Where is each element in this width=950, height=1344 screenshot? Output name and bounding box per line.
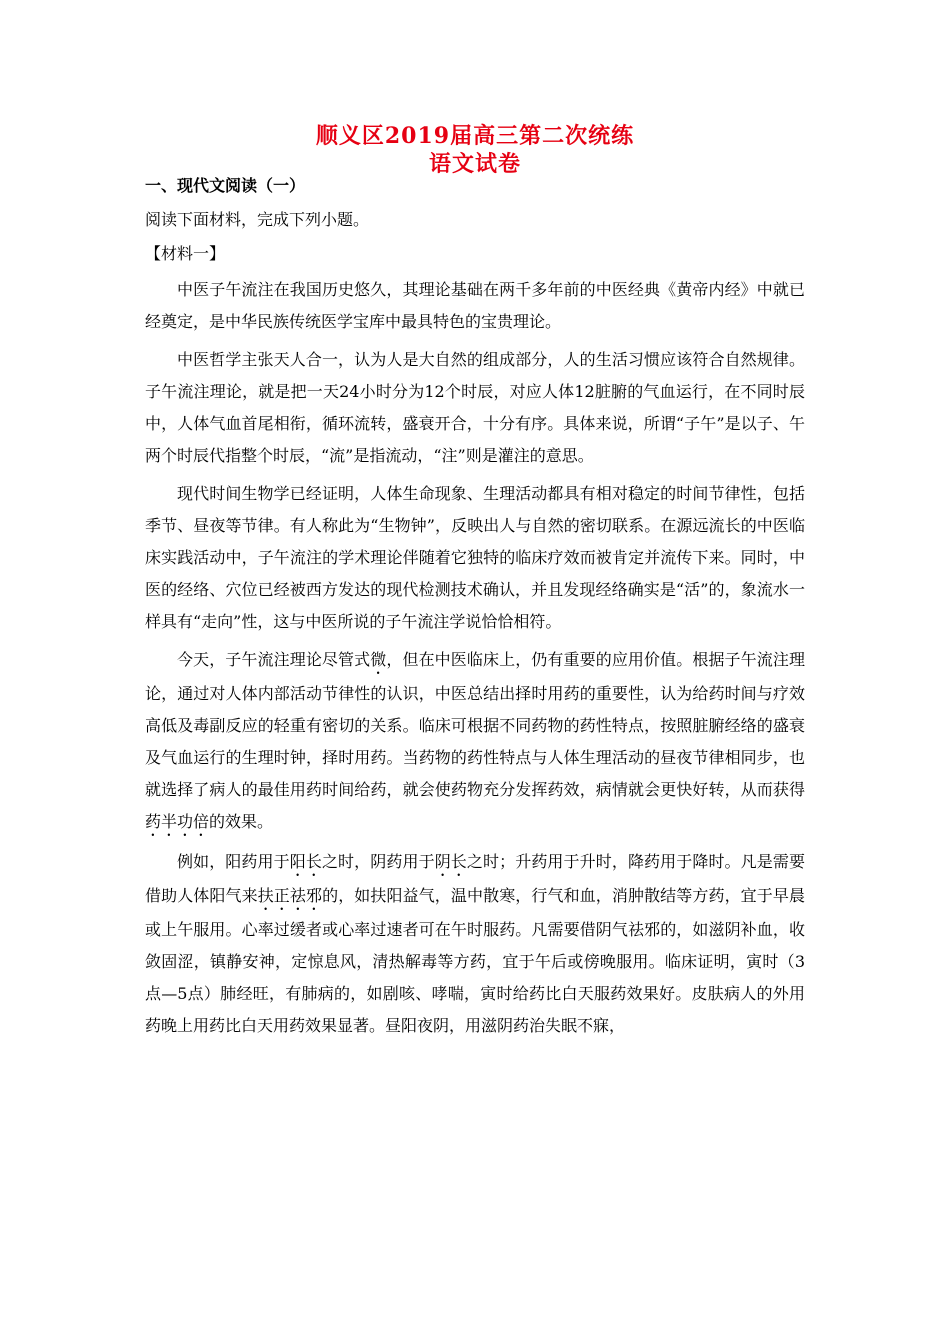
section-heading: 一、现代文阅读（一） bbox=[145, 176, 306, 195]
paragraph-4-text: ，但在中医临床上，仍有重要的应用价值。根据子午流注理论，通过对人体内部活动节律性的认识，中医总结出择时用药的重要性，认为给药时间与疗效高低及毒副反应的轻重有密切的关系。临床可根据不同药物的药性特点，按照脏腑经络的盛衰及气血运行的生理时钟，择时用药。当药物的药性特点与人体生理活动的昼夜节律相同步，也就选择了病人的最佳用药时间给药，就会使药物充分发挥药效，病情就会更快好转，从而获得 bbox=[145, 650, 805, 799]
emphasized-word: 微 bbox=[370, 650, 387, 669]
paragraph-5-text: 之时；升药用于升时，降药用于降时。凡是需要借助人体阳气来 bbox=[145, 852, 805, 905]
paragraph-4-text: 今天，子午流注理论尽管式 bbox=[177, 650, 371, 669]
paragraph-5 bbox=[145, 846, 805, 1042]
exam-subtitle: 语文试卷 bbox=[428, 151, 521, 177]
reading-section bbox=[145, 174, 805, 1048]
paragraph-1: 中医子午流注在我国历史悠久，其理论基础在两千多年前的中医经典《黄帝内经》中就已经奠定，是中华民族传统医学宝库中最具特色的宝贵理论。 bbox=[145, 280, 805, 331]
emphasized-word: 阴长 bbox=[434, 852, 467, 871]
emphasized-word: 药半功倍 bbox=[145, 812, 210, 831]
instruction-text: 阅读下面材料，完成下列小题。 bbox=[145, 210, 370, 229]
paragraph-5-text: 的，如扶阳益气，温中散寒，行气和血，消肿散结等方药，宜于早晨或上午服用。心率过缓者或心率过速者可在午时服药。凡需要借阴气祛邪的，如滋阴补血，收敛固涩，镇静安神，定惊息风，清热解毒等方药，宜于午后或傍晚服用。临床证明，寅时（3点—5点）肺经旺，有肺病的，如剧咳、哮喘，寅时给药比白天服药效果好。皮肤病人的外用药晚上用药比白天用药效果显著。昼阳夜阴，用滋阴药治失眠不寐， bbox=[145, 886, 805, 1035]
title-block bbox=[0, 122, 950, 178]
paragraph-3: 现代时间生物学已经证明，人体生命现象、生理活动都具有相对稳定的时间节律性，包括季节、昼夜等节律。有人称此为“生物钟”，反映出人与自然的密切联系。在源远流长的中医临床实践活动中，子午流注的学术理论伴随着它独特的临床疗效而被肯定并流传下来。同时，中医的经络、穴位已经被西方发达的现代检测技术确认，并且发现经络确实是“活”的，象流水一样具有“走向”性，这与中医所说的子午流注学说恰恰相符。 bbox=[145, 484, 805, 631]
paragraph-4-text: 的效果。 bbox=[209, 812, 274, 831]
paragraph-5-text: 例如，阳药用于 bbox=[177, 852, 290, 871]
paragraph-5-text: 之时，阴药用于 bbox=[321, 852, 435, 871]
exam-title: 顺义区2019届高三第二次统练 bbox=[315, 123, 635, 149]
paragraph-4 bbox=[145, 644, 805, 840]
emphasized-word: 阳长 bbox=[289, 852, 322, 871]
material-label: 【材料一】 bbox=[145, 244, 226, 263]
paragraph-2: 中医哲学主张天人合一，认为人是大自然的组成部分，人的生活习惯应该符合自然规律。子午流注理论，就是把一天24小时分为12个时辰，对应人体12脏腑的气血运行，在不同时辰中，人体气血首尾相衔，循环流转，盛衰开合，十分有序。具体来说，所谓“子午”是以子、午两个时辰代指整个时辰，“流”是指流动，“注”则是灌注的意思。 bbox=[145, 350, 805, 465]
emphasized-word: 扶正祛邪 bbox=[257, 886, 323, 905]
